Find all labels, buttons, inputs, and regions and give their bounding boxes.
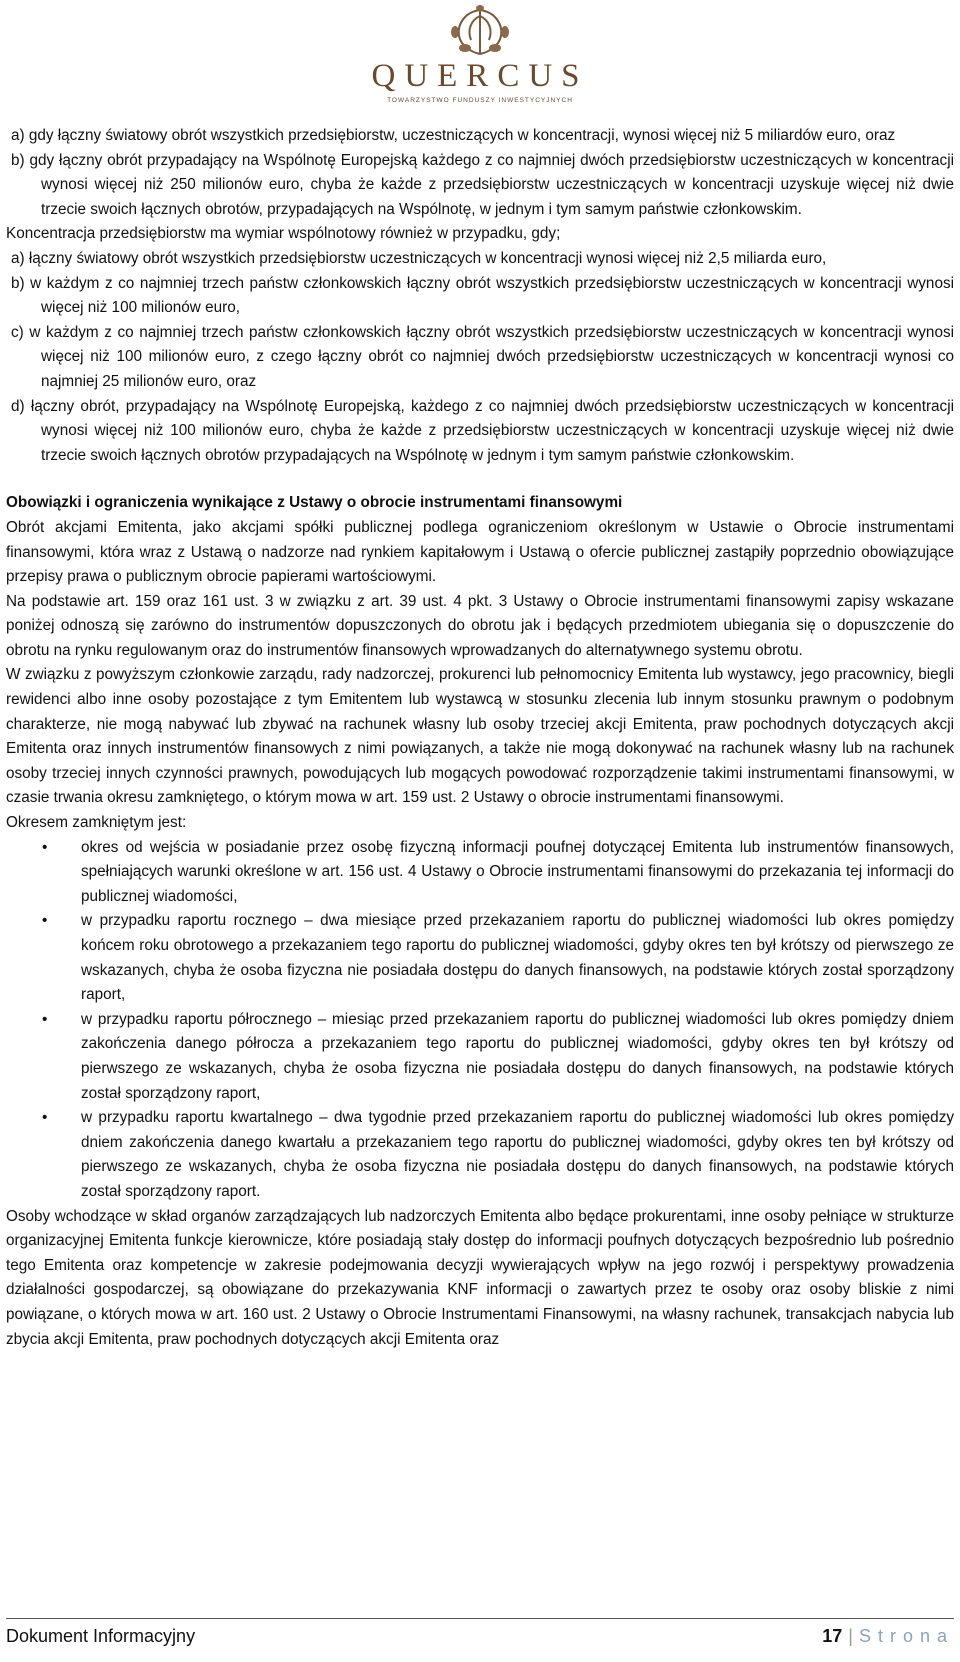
list-item: b) gdy łączny obrót przypadający na Wspólnotę Europejską każdego z co najmniej dwóch przedsiębiorstw uczestniczących w koncentracji wynosi więcej niż 250 milionów euro, chyba że każde z przedsiębiorstw uczestniczących w koncentracji uzyskuje więcej niż dwie trzecie swoich łącznych obrotów, przypadających na Wspólnotę, w jednym i tym samym państwie członkowskim. — [11, 151, 954, 218]
list-item: a) łączny światowy obrót wszystkich przedsiębiorstw uczestniczących w koncentracji wynosi więcej niż 2,5 miliarda euro, — [11, 249, 827, 267]
page-footer — [6, 1618, 954, 1649]
bullet-icon: • — [42, 1109, 48, 1127]
list-item — [6, 909, 954, 1007]
logo-wordmark: QUERCUS — [371, 58, 589, 94]
paragraph: W związku z powyższym członkowie zarządu, rady nadzorczej, prokurenci lub pełnomocnicy Emitenta lub wystawcy, jego pracownicy, biegli rewidenci albo inne osoby pozostające z tym Emitentem lub wystawcą w stosunku zlecenia lub innym stosunku prawnym o podobnym charakterze, nie mogą nabywać lub zbywać na rachunek własny lub osoby trzeciej akcji Emitenta, praw pochodnych dotyczących akcji Emitenta oraz innych instrumentów finansowych z nimi powiązanych, a także nie mogą dokonywać na rachunek własny lub na rachunek osoby trzeciej innych czynności prawnych, powodujących lub mogących powodować rozporządzenie takimi instrumentami finansowymi, w czasie trwania okresu zamkniętego, o którym mowa w art. 159 ust. 2 Ustawy o obrocie instrumentami finansowymi. — [6, 666, 954, 807]
footer-doc-title: Dokument Informacyjny — [6, 1626, 196, 1646]
paragraph: Okresem zamkniętym jest: — [6, 814, 187, 832]
page-word: Strona — [858, 1626, 954, 1646]
list-item: c) w każdym z co najmniej trzech państw członkowskich łączny obrót wszystkich przedsiębiorstw uczestniczących w koncentracji wynosi więcej niż 100 milionów euro, z czego łączny obrót co najmniej dwóch przedsiębiorstw uczestniczących w koncentracji wynosi co najmniej 25 milionów euro, oraz — [11, 323, 954, 390]
list-item-text: w przypadku raportu półrocznego – miesiąc przed przekazaniem raportu do publicznej wiadomości lub okres pomiędzy dniem zakończenia danego półrocza a przekazaniem tego raportu do publicznej wiadomości, gdyby okres ten był krótszy od pierwszego ze wskazanych, chyba że osoba fizyczna nie posiadała dostępu do danych finansowych, na podstawie których został sporządzony raport, — [81, 1010, 954, 1102]
bullet-icon: • — [42, 912, 48, 930]
paragraph: Obrót akcjami Emitenta, jako akcjami spółki publicznej podlega ograniczeniom określonym w Ustawie o Obrocie instrumentami finansowymi, która wraz z Ustawą o nadzorze nad rynkiem kapitałowym i Ustawą o ofercie publicznej zastąpiły poprzednio obowiązujące przepisy prawa o publicznym obrocie papierami wartościowymi. — [6, 518, 954, 586]
list-item: a) gdy łączny światowy obrót wszystkich przedsiębiorstw, uczestniczących w koncentracji, wynosi więcej niż 5 miliardów euro, oraz — [11, 127, 896, 144]
list-item — [6, 1106, 954, 1204]
paragraph: Osoby wchodzące w skład organów zarządzających lub nadzorczych Emitenta albo będące prokurentami, inne osoby pełniące w strukturze organizacyjnej Emitenta funkcje kierownicze, które posiadają stały dostęp do informacji poufnych dotyczących bezpośrednio lub pośrednio tego Emitenta oraz kompetencje w zakresie podejmowania decyzji wywierających wpływ na jego rozwój i perspektywy prowadzenia działalności gospodarczej, są obowiązane do przekazywania KNF informacji o zawartych przez te osoby oraz osoby bliskie z nimi powiązane, o których mowa w art. 160 ust. 2 Ustawy o Obrocie Instrumentami Finansowymi, na własny rachunek, transakcjach nabycia lub zbycia akcji Emitenta, praw pochodnych dotyczących akcji Emitenta oraz — [6, 1207, 954, 1348]
page-number: 17 — [822, 1626, 843, 1646]
list-item-text: w przypadku raportu kwartalnego – dwa tygodnie przed przekazaniem raportu do publicznej wiadomości lub okres pomiędzy dniem zakończenia danego kwartału a przekazaniem tego raportu do publicznej wiadomości, gdyby okres ten był krótszy od pierwszego ze wskazanych, chyba że osoba fizyczna nie posiadała dostępu do danych finansowych, na podstawie których został sporządzony raport. — [81, 1109, 954, 1200]
bullet-list — [6, 836, 954, 1205]
paragraph: Na podstawie art. 159 oraz 161 ust. 3 w związku z art. 39 ust. 4 pkt. 3 Ustawy o Obrocie instrumentami finansowymi zapisy wskazane poniżej odnoszą się zarówno do instrumentów dopuszczonych do obrotu jak i będących przedmiotem ubiegania się o dopuszczenie do obrotu na rynku regulowanym oraz do instrumentów finansowych wprowadzanych do alternatywnego systemu obrotu. — [6, 592, 954, 659]
list-item: d) łączny obrót, przypadający na Wspólnotę Europejską, każdego z co najmniej dwóch przedsiębiorstw uczestniczących w koncentracji wynosi więcej niż 100 milionów euro, chyba że każde z przedsiębiorstw uczestniczących w koncentracji uzyskuje więcej niż dwie trzecie swoich łącznych obrotów przypadających na Wspólnotę w jednym i tym samym państwie członkowskim. — [11, 397, 954, 464]
footer-page-indicator — [822, 1621, 954, 1651]
bullet-icon: • — [42, 1010, 48, 1028]
list-item — [6, 1008, 954, 1106]
crown-leaf-logo-icon — [435, 2, 525, 62]
list-item-text: w przypadku raportu rocznego – dwa miesiące przed przekazaniem raportu do publicznej wiadomości lub okres pomiędzy końcem roku obrotowego a przekazaniem tego raportu do publicznej wiadomości, gdyby okres ten był krótszy od pierwszego ze wskazanych, chyba że osoba fizyczna nie posiadała dostępu do danych finansowych, na podstawie których został sporządzony raport, — [81, 912, 954, 1004]
bullet-icon: • — [42, 838, 48, 856]
page-header — [0, 0, 960, 118]
logo-subtitle: TOWARZYSTWO FUNDUSZY INWESTYCYJNYCH — [387, 97, 573, 104]
list-item-text: okres od wejścia w posiadanie przez osobę fizyczną informacji poufnej dotyczącej Emitenta lub instrumentów finansowych, spełniających warunki określone w art. 156 ust. 4 Ustawy o Obrocie instrumentami finansowymi do przekazania tej informacji do publicznej wiadomości, — [81, 838, 954, 905]
paragraph: Koncentracja przedsiębiorstw ma wymiar wspólnotowy również w przypadku, gdy; — [6, 225, 561, 243]
document-body — [6, 124, 954, 1352]
list-item: b) w każdym z co najmniej trzech państw członkowskich łączny obrót wszystkich przedsiębiorstw uczestniczących w koncentracji wynosi więcej niż 100 milionów euro, — [11, 274, 954, 317]
footer-separator: | — [848, 1626, 853, 1646]
section-heading: Obowiązki i ograniczenia wynikające z Ustawy o obrocie instrumentami finansowymi — [6, 494, 623, 512]
list-item — [6, 836, 954, 910]
